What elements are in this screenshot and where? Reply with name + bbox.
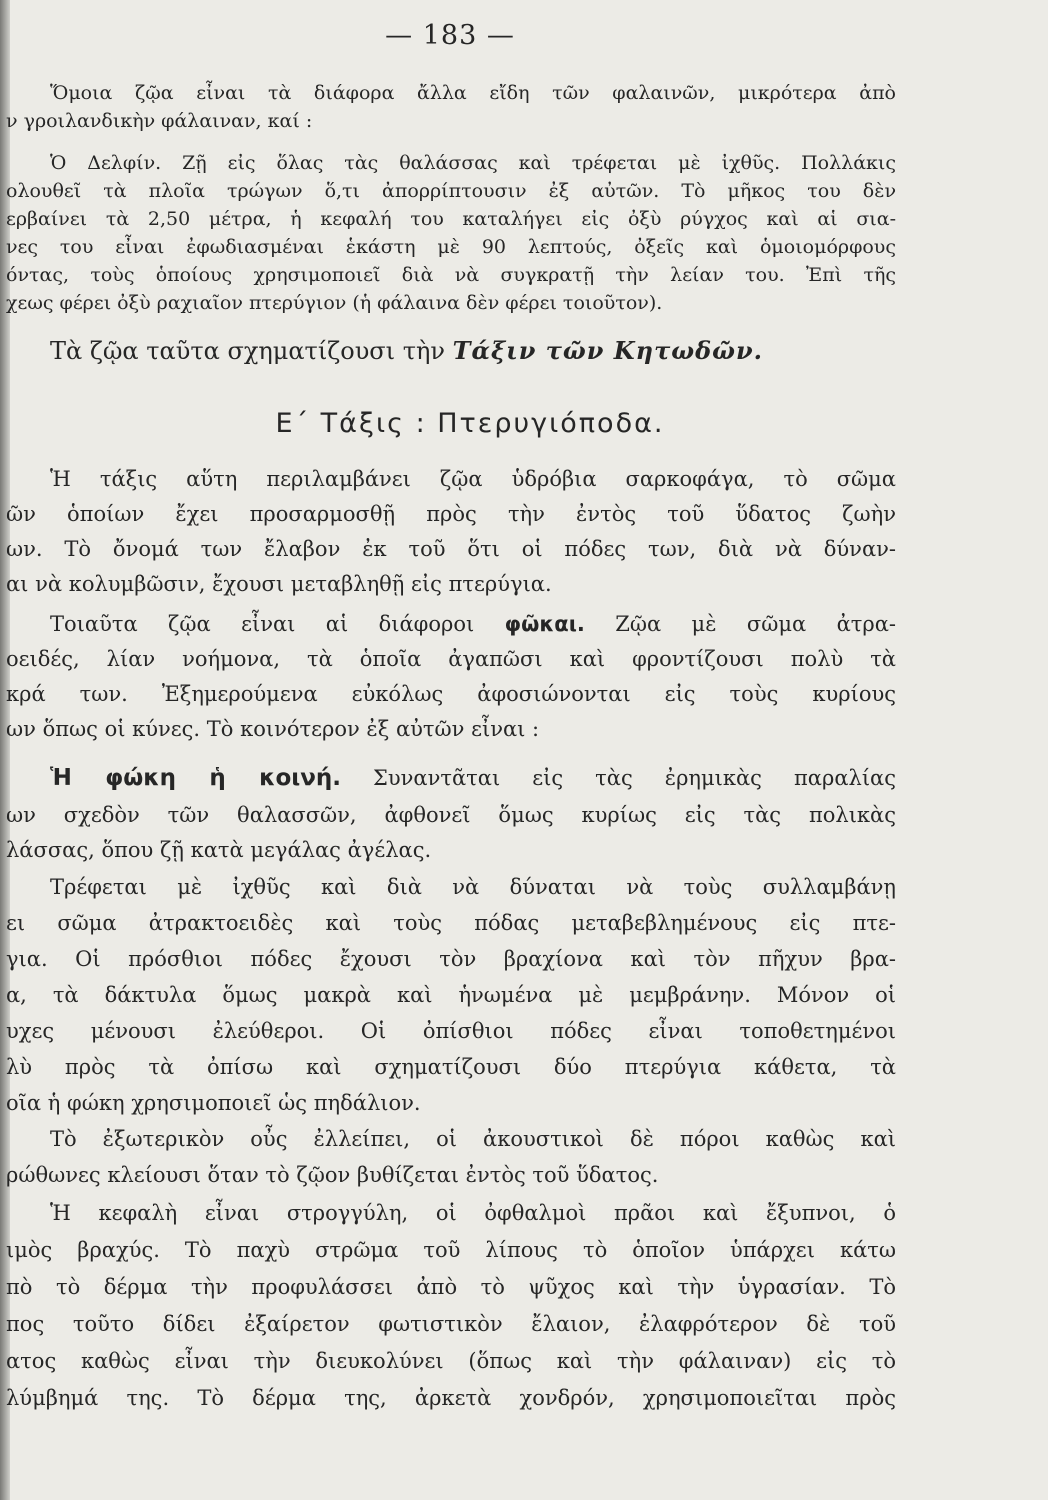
text-line: ερβαίνει τὰ 2,50 μέτρα, ἡ κεφαλή του καταλήγει εἰς ὀξὺ ρύγχος καὶ αἱ σια- [6, 208, 896, 230]
text-line: κρά των. Ἐξημερούμενα εὐκόλως ἀφοσιώνονται εἰς τοὺς κυρίους [6, 682, 896, 706]
text-line: Τρέφεται μὲ ἰχθῦς καὶ διὰ νὰ δύναται νὰ τοὺς συλλαμβάνῃ [50, 875, 896, 899]
text-span: Συναντᾶται εἰς τὰς ἐρημικὰς παραλίας [373, 766, 896, 790]
text-line: Ἡ κεφαλὴ εἶναι στρογγύλη, οἱ ὀφθαλμοὶ πρᾶοι καὶ ἔξυπνοι, ὁ [50, 1201, 896, 1225]
text-line: Ἡ τάξις αὕτη περιλαμβάνει ζῷα ὑδρόβια σαρκοφάγα, τὸ σῶμα [50, 467, 896, 491]
text-line: χεως φέρει ὀξὺ ραχιαῖον πτερύγιον (ἡ φάλαινα δὲν φέρει τοιοῦτον). [6, 292, 663, 314]
section-heading: Ε΄ Τάξις : Πτερυγιόποδα. [275, 408, 665, 439]
text-line: ῶν ὁποίων ἔχει προσαρμοσθῇ πρὸς τὴν ἐντὸς τοῦ ὕδατος ζωὴν [6, 502, 896, 526]
text-line: ων σχεδὸν τῶν θαλασσῶν, ἀφθονεῖ ὅμως κυρίως εἰς τὰς πολικὰς [6, 803, 896, 827]
text-line: αι νὰ κολυμβῶσιν, ἔχουσι μεταβληθῇ εἰς πτερύγια. [6, 572, 552, 596]
text-line: υχες μένουσι ἐλεύθεροι. Οἱ ὀπίσθιοι πόδες εἶναι τοποθετημένοι [6, 1019, 896, 1043]
text-line: λὺ πρὸς τὰ ὀπίσω καὶ σχηματίζουσι δύο πτερύγια κάθετα, τὰ [6, 1055, 896, 1079]
text-line: α, τὰ δάκτυλα ὅμως μακρὰ καὶ ἡνωμένα μὲ μεμβράνην. Μόνον οἱ [6, 983, 896, 1007]
text-line: πὸ τὸ δέρμα τὴν προφυλάσσει ἀπὸ τὸ ψῦχος καὶ τὴν ὑγρασίαν. Τὸ [6, 1275, 896, 1299]
text-line: ατος καθὼς εἶναι τὴν διευκολύνει (ὅπως καὶ τὴν φάλαιναν) εἰς τὸ [6, 1349, 896, 1373]
text-line: Τὸ ἐξωτερικὸν οὖς ἐλλείπει, οἱ ἀκουστικοὶ δὲ πόροι καθὼς καὶ [50, 1127, 896, 1151]
order-sentence-text: Τὰ ζῷα ταῦτα σχηματίζουσι τὴν [50, 337, 445, 365]
order-sentence [6, 336, 896, 366]
text-line: ν γροιλανδικὴν φάλαιναν, καί : [6, 110, 313, 132]
text-line: λύμβημά της. Τὸ δέρμα της, ἀρκετὰ χονδρόν, χρησιμοποιεῖται πρὸς [6, 1386, 896, 1410]
text-line: πος τοῦτο δίδει ἐξαίρετον φωτιστικὸν ἔλαιον, ἐλαφρότερον δὲ τοῦ [6, 1312, 896, 1336]
text-line: νες του εἶναι ἐφωδιασμέναι ἑκάστη μὲ 90 λεπτούς, ὀξεῖς καὶ ὁμοιομόρφους [6, 236, 896, 258]
text-line [6, 763, 896, 793]
text-line: ολουθεῖ τὰ πλοῖα τρώγων ὅ,τι ἀπορρίπτουσιν ἐξ αὐτῶν. Τὸ μῆκος του δὲν [6, 180, 896, 202]
text-line: ων. Τὸ ὄνομά των ἔλαβον ἐκ τοῦ ὅτι οἱ πόδες των, διὰ νὰ δύναν- [6, 537, 896, 561]
text-line: Ὁ Δελφίν. Ζῇ εἰς ὅλας τὰς θαλάσσας καὶ τρέφεται μὲ ἰχθῦς. Πολλάκις [50, 152, 896, 174]
text-line: οῖα ἡ φώκη χρησιμοποιεῖ ὡς πηδάλιον. [6, 1091, 421, 1115]
text-line: ρώθωνες κλείουσι ὅταν τὸ ζῷον βυθίζεται ἐντὸς τοῦ ὕδατος. [6, 1163, 659, 1187]
text-line: όντας, τοὺς ὁποίους χρησιμοποιεῖ διὰ νὰ συγκρατῇ τὴν λείαν του. Ἐπὶ τῆς [6, 264, 896, 286]
text-line: λάσσας, ὅπου ζῇ κατὰ μεγάλας ἀγέλας. [6, 838, 432, 862]
text-span: Τοιαῦτα ζῷα εἶναι αἱ διάφοροι [50, 612, 475, 636]
text-line: για. Οἱ πρόσθιοι πόδες ἔχουσι τὸν βραχίονα καὶ τὸν πῆχυν βρα- [6, 947, 896, 971]
text-span: Ζῷα μὲ σῶμα ἀτρα- [615, 612, 896, 636]
page-number: — 183 — [385, 20, 515, 51]
text-line [6, 609, 896, 639]
text-line: Ὅμοια ζῷα εἶναι τὰ διάφορα ἄλλα εἴδη τῶν φαλαινῶν, μικρότερα ἀπὸ [50, 82, 896, 104]
text-line: ων ὅπως οἱ κύνες. Τὸ κοινότερον ἐξ αὐτῶν εἶναι : [6, 717, 540, 741]
term-seals: φῶκαι. [504, 612, 585, 636]
order-name-emphasis: Τάξιν τῶν Κητωδῶν. [452, 336, 763, 365]
text-line: ιμὸς βραχύς. Τὸ παχὺ στρῶμα τοῦ λίπους τὸ ὁποῖον ὑπάρχει κάτω [6, 1238, 896, 1262]
text-line: οειδές, λίαν νοήμονα, τὰ ὁποῖα ἀγαπῶσι καὶ φροντίζουσι πολὺ τὰ [6, 647, 896, 671]
text-line: ει σῶμα ἀτρακτοειδὲς καὶ τοὺς πόδας μεταβεβλημένους εἰς πτε- [6, 911, 896, 935]
term-common-seal: Ἡ φώκη ἡ κοινή. [50, 765, 341, 791]
